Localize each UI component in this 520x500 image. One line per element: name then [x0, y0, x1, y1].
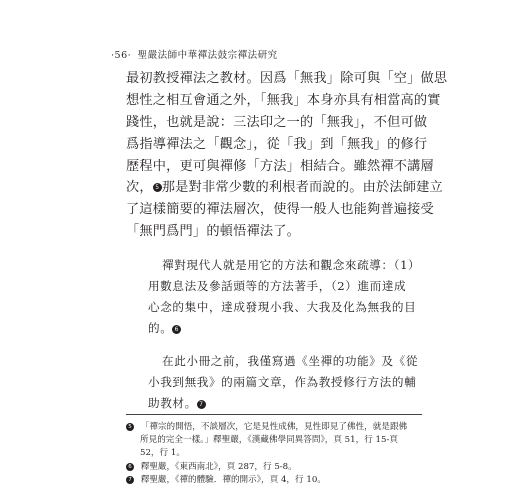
page-number: ·56·: [111, 50, 132, 61]
body-line: [126, 176, 443, 195]
footnote-text: 「禪宗的開悟，不談層次，它是見性成佛，見性即見了佛性，就是跟佛: [140, 422, 408, 432]
body-line: 想性之相互會通之外，「無我」本身亦具有相當高的實: [126, 93, 441, 108]
quote-line-text: 的。: [148, 321, 173, 335]
footnote-6: [126, 460, 297, 472]
body-line-rest: 那是對非常少數的利根者而說的。由於法師建立: [161, 180, 443, 195]
body-line: 爲指導禪法之「觀念」，從「我」到「無我」的修行: [126, 137, 428, 152]
quote-line: [148, 395, 206, 411]
body-line: 了這樣簡要的禪法層次，使得一般人也能夠普遍接受: [126, 202, 434, 217]
footnote-marker: 7: [197, 400, 206, 409]
quote-line: [148, 320, 181, 336]
quote-line: 在此小冊之前，我僅寫過《坐禪的功能》及《從: [162, 354, 419, 368]
footnote-text: 釋聖嚴，《東西南北》，頁 287，行 5-8。: [140, 462, 297, 472]
quote-line: 用數息法及參話頭等的方法著手，（2）進而達成: [148, 279, 407, 293]
footnote-text: 所見的完全一樣。」釋聖嚴，《漢藏佛學同異答問》，頁 51，行 15-頁: [140, 435, 398, 445]
body-line: 歷程中，更可與禪修「方法」相結合。雖然禪不講層: [126, 159, 434, 174]
quote-line: 禪對現代人就是用它的方法和觀念來疏導：（1）: [162, 258, 421, 272]
body-line-start: 次，: [126, 180, 153, 195]
body-line: 「無門爲門」的頓悟禪法了。: [126, 224, 301, 239]
footnote-number: 7: [126, 476, 134, 484]
footnote-7: [126, 473, 326, 485]
footnote-number: 5: [126, 423, 134, 431]
footnote-number: 6: [126, 463, 134, 471]
running-title: 聖嚴法師中華禪法鼓宗禪法研究: [137, 50, 278, 61]
footnote-marker: 6: [172, 325, 181, 334]
body-line: 踐性，也就是說：三法印之一的「無我」，不但可做: [126, 115, 428, 130]
quote-line: 心念的集中，達成發現小我、大我及化為無我的目: [148, 300, 417, 314]
body-line: 最初教授禪法之教材。因爲「無我」除可與「空」做思: [126, 71, 448, 86]
footnote-5: [126, 420, 407, 432]
running-header: [111, 47, 278, 61]
footnote-text: 52，行 1。: [140, 448, 185, 458]
quote-line: 小我到無我》的兩篇文章，作為教授修行方法的輔: [148, 375, 417, 389]
quote-line-text: 助教材。: [148, 396, 197, 410]
footnote-marker: 5: [153, 183, 162, 192]
footnote-divider: [126, 414, 422, 415]
footnote-text: 釋聖嚴，《禪的體驗．禪的開示》，頁 4，行 10。: [140, 475, 326, 485]
